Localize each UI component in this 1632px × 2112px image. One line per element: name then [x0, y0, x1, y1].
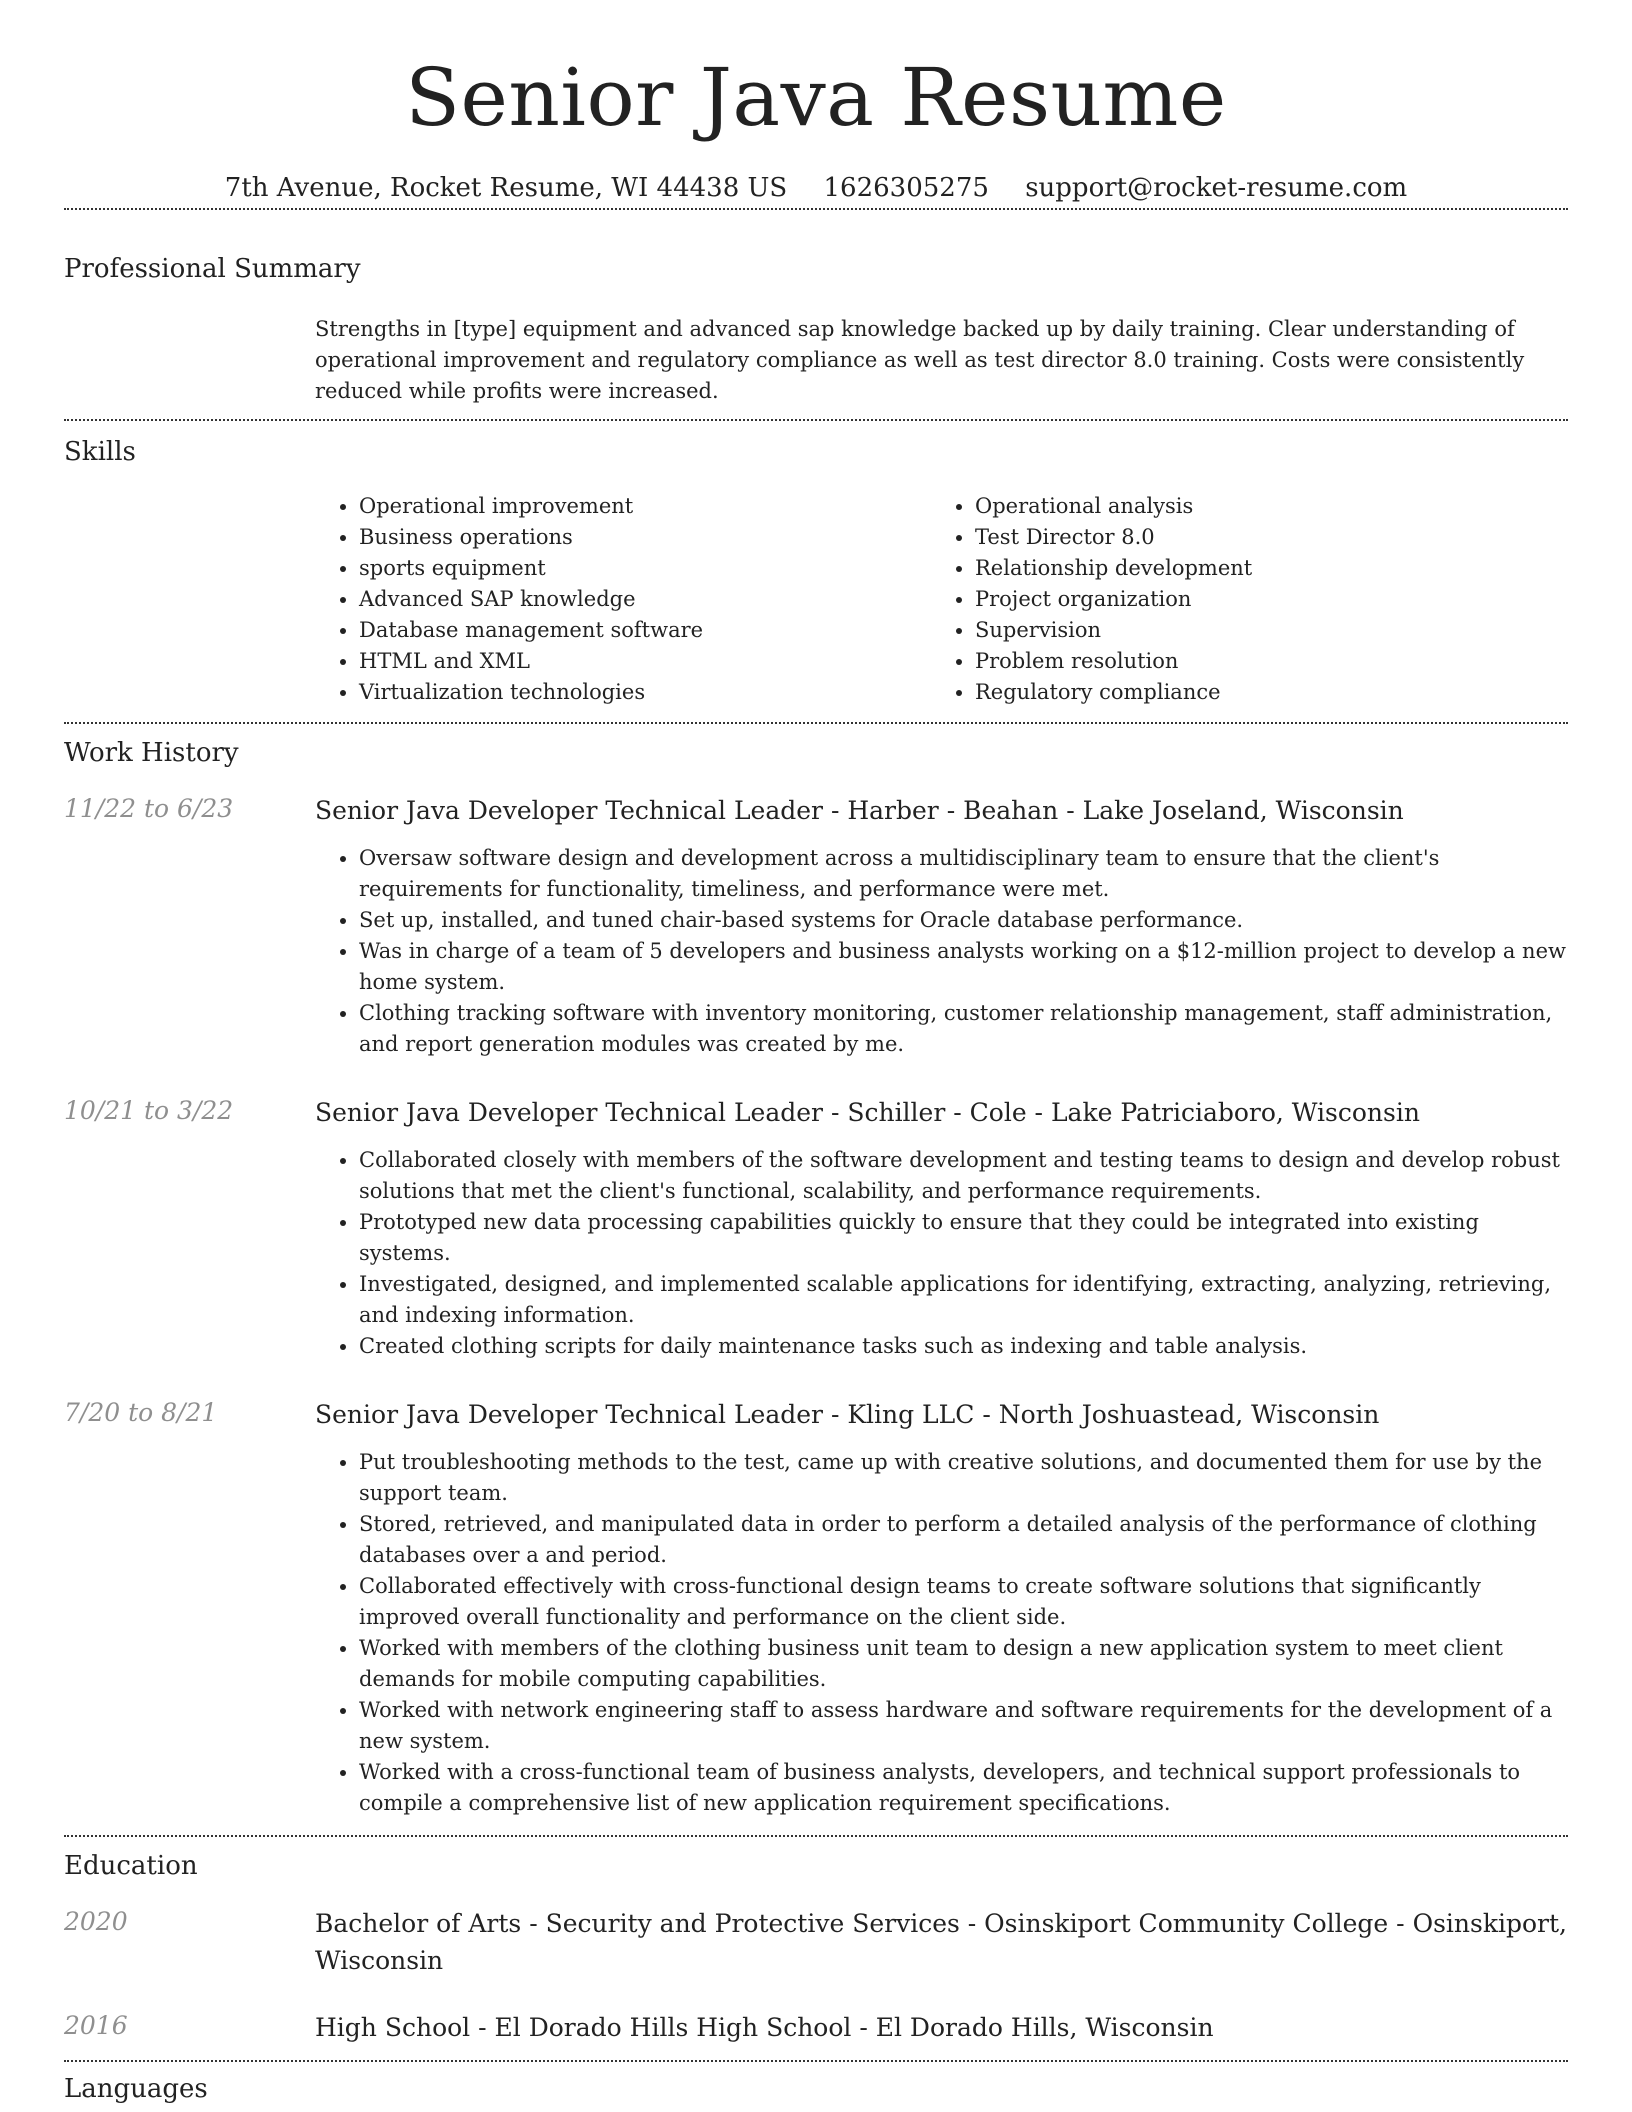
contact-phone: 1626305275 [823, 173, 989, 203]
skill-item: • Operational improvement [359, 491, 931, 522]
job-bullet: • Worked with members of the clothing business unit team to design a new application system to meet client demands for mobile computing capabilities. [359, 1633, 1568, 1695]
job-bullet: • Collaborated closely with members of the software development and testing teams to design and develop robust solutions that met the client's functional, scalability, and performance requirements. [359, 1145, 1568, 1207]
job-bullet: • Prototyped new data processing capabilities quickly to ensure that they could be integrated into existing systems. [359, 1207, 1568, 1269]
job-bullets [315, 843, 1568, 1060]
summary-title: Professional Summary [64, 254, 361, 284]
skill-item: • Problem resolution [975, 646, 1547, 677]
skills-column-right [931, 491, 1547, 708]
education-date: 2020 [64, 1907, 128, 1936]
skill-item: • Supervision [975, 615, 1547, 646]
languages-title: Languages [64, 2074, 208, 2104]
education-entry [64, 2009, 1568, 2046]
education-date: 2016 [64, 2011, 128, 2040]
job-bullets [315, 1447, 1568, 1819]
job-date: 10/21 to 3/22 [64, 1096, 234, 1125]
contact-email: support@rocket-resume.com [1025, 173, 1408, 203]
skill-item: • Business operations [359, 522, 931, 553]
contact-address: 7th Avenue, Rocket Resume, WI 44438 US [224, 173, 788, 203]
section-divider [64, 2060, 1568, 2062]
skills-list [315, 491, 1568, 722]
job-entry [64, 1396, 1568, 1819]
job-date: 11/22 to 6/23 [64, 794, 234, 823]
job-bullet: • Was in charge of a team of 5 developers and business analysts working on a $12-million project to develop a new home system. [359, 936, 1568, 998]
skill-item: • sports equipment [359, 553, 931, 584]
job-bullet: • Collaborated effectively with cross-functional design teams to create software solutions that significantly improved overall functionality and performance on the client side. [359, 1571, 1568, 1633]
skill-item: • Project organization [975, 584, 1547, 615]
job-bullets [315, 1145, 1568, 1362]
education-entry [64, 1905, 1568, 1979]
skill-item: • Regulatory compliance [975, 677, 1547, 708]
skill-item: • Advanced SAP knowledge [359, 584, 931, 615]
skills-title: Skills [64, 437, 136, 467]
job-heading: Senior Java Developer Technical Leader - Schiller - Cole - Lake Patriciaboro, Wisconsin [315, 1098, 1420, 1127]
education-title: Education [64, 1851, 198, 1881]
job-details [315, 1094, 1568, 1362]
job-bullet: • Clothing tracking software with inventory monitoring, customer relationship management, staff administration, and report generation modules was created by me. [359, 998, 1568, 1060]
job-bullet: • Oversaw software design and development across a multidisciplinary team to ensure that the client's requirements for functionality, timeliness, and performance were met. [359, 843, 1568, 905]
job-bullet: • Worked with network engineering staff to assess hardware and software requirements for the development of a new system. [359, 1695, 1568, 1757]
skills-column-left [315, 491, 931, 708]
summary-text: Strengths in [type] equipment and advanced sap knowledge backed up by daily training. Clear understanding of operational improvement and regulatory compliance as well as test director 8.0 training. Costs were consistently reduced while profits were increased. [315, 317, 1525, 403]
education-heading: Bachelor of Arts - Security and Protective Services - Osinskiport Community College - Osinskiport, Wisconsin [315, 1909, 1567, 1975]
job-entry [64, 1094, 1568, 1362]
skill-item: • Operational analysis [975, 491, 1547, 522]
job-bullet: • Investigated, designed, and implemented scalable applications for identifying, extracting, analyzing, retrieving, and indexing information. [359, 1269, 1568, 1331]
job-date: 7/20 to 8/21 [64, 1398, 218, 1427]
skill-item: • Virtualization technologies [359, 677, 931, 708]
resume-name: Senior Java Resume [405, 51, 1227, 144]
education-details [315, 2009, 1568, 2046]
job-bullet: • Set up, installed, and tuned chair-based systems for Oracle database performance. [359, 905, 1568, 936]
section-divider [64, 722, 1568, 724]
skill-item: • Relationship development [975, 553, 1547, 584]
work-history-title: Work History [64, 738, 239, 768]
job-heading: Senior Java Developer Technical Leader - Kling LLC - North Joshuastead, Wisconsin [315, 1400, 1380, 1429]
section-divider [64, 419, 1568, 421]
job-details [315, 1396, 1568, 1819]
section-divider [64, 1835, 1568, 1837]
skill-item: • HTML and XML [359, 646, 931, 677]
job-bullet: • Stored, retrieved, and manipulated data in order to perform a detailed analysis of the performance of clothing databases over a and period. [359, 1509, 1568, 1571]
job-bullet: • Put troubleshooting methods to the test, came up with creative solutions, and documented them for use by the support team. [359, 1447, 1568, 1509]
job-bullet: • Worked with a cross-functional team of business analysts, developers, and technical support professionals to compile a comprehensive list of new application requirement specifications. [359, 1757, 1568, 1819]
skill-item: • Test Director 8.0 [975, 522, 1547, 553]
contact-line [64, 148, 1568, 208]
job-details [315, 792, 1568, 1060]
education-details [315, 1905, 1568, 1979]
job-heading: Senior Java Developer Technical Leader - Harber - Beahan - Lake Joseland, Wisconsin [315, 796, 1404, 825]
job-bullet: • Created clothing scripts for daily maintenance tasks such as indexing and table analysis. [359, 1331, 1568, 1362]
section-divider [64, 208, 1568, 210]
job-entry [64, 792, 1568, 1060]
skill-item: • Database management software [359, 615, 931, 646]
education-heading: High School - El Dorado Hills High School - El Dorado Hills, Wisconsin [315, 2013, 1214, 2042]
